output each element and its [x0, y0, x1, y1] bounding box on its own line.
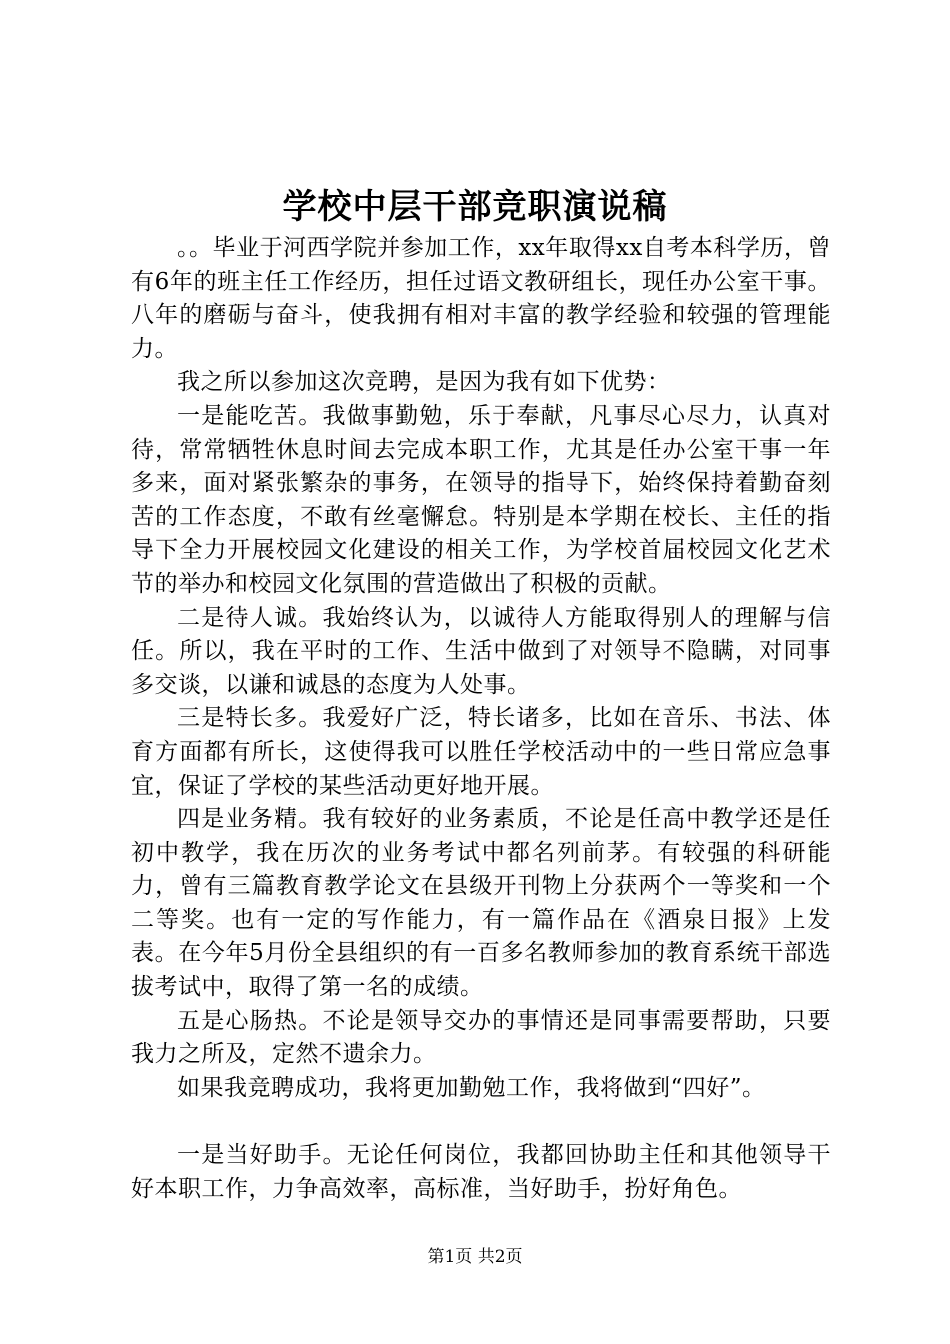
paragraph-good-assistant: 一是当好助手。无论任何岗位，我都回协助主任和其他领导干好本职工作，力争高效率，高标准，当好助手，扮好角色。 [131, 1142, 831, 1202]
paragraph-advantage-2: 二是待人诚。我始终认为，以诚待人方能取得别人的理解与信任。所以，我在平时的工作、生活中做到了对领导不隐瞒，对同事多交谈，以谦和诚恳的态度为人处事。 [131, 604, 831, 698]
page-footer: 第1页 共2页 [427, 1247, 523, 1267]
paragraph-advantage-1: 一是能吃苦。我做事勤勉，乐于奉献，凡事尽心尽力，认真对待，常常牺牲休息时间去完成本职工作，尤其是任办公室干事一年多来，面对紧张繁杂的事务，在领导的指导下，始终保持着勤奋刻苦的工作态度，不敢有丝毫懈怠。特别是本学期在校长、主任的指导下全力开展校园文化建设的相关工作，为学校首届校园文化艺术节的举办和校园文化氛围的营造做出了积极的贡献。 [131, 402, 831, 597]
paragraph-advantage-3: 三是特长多。我爱好广泛，特长诸多，比如在音乐、书法、体育方面都有所长，这使得我可以胜任学校活动中的一些日常应急事宜，保证了学校的某些活动更好地开展。 [131, 705, 831, 799]
blank-line [131, 1105, 831, 1139]
document-title: 学校中层干部竞职演说稿 [282, 187, 668, 227]
paragraph-advantage-5: 五是心肠热。不论是领导交办的事情还是同事需要帮助，只要我力之所及，定然不遗余力。 [131, 1007, 831, 1068]
paragraph-advantage-4: 四是业务精。我有较好的业务素质，不论是任高中教学还是任初中教学，我在历次的业务考试中都名列前茅。有较强的科研能力，曾有三篇教育教学论文在县级开刊物上分获两个一等奖和一个二等奖。也有一定的写作能力，有一篇作品在《酒泉日报》上发表。在今年5月份全县组织的有一百多名教师参加的教育系统干部选拔考试中，取得了第一名的成绩。 [131, 806, 831, 1001]
paragraph-advantages-lead: 我之所以参加这次竞聘，是因为我有如下优势： [177, 369, 671, 396]
document-body [131, 232, 831, 1206]
paragraph-intro: 。。毕业于河西学院并参加工作，xx年取得xx自考本科学历，曾有6年的班主任工作经历，担任过语文教研组长，现任办公室干事。八年的磨砺与奋斗，使我拥有相对丰富的教学经验和较强的管理能力。 [131, 235, 831, 362]
paragraph-four-goods: 如果我竞聘成功，我将更加勤勉工作，我将做到“四好”。 [177, 1074, 766, 1101]
